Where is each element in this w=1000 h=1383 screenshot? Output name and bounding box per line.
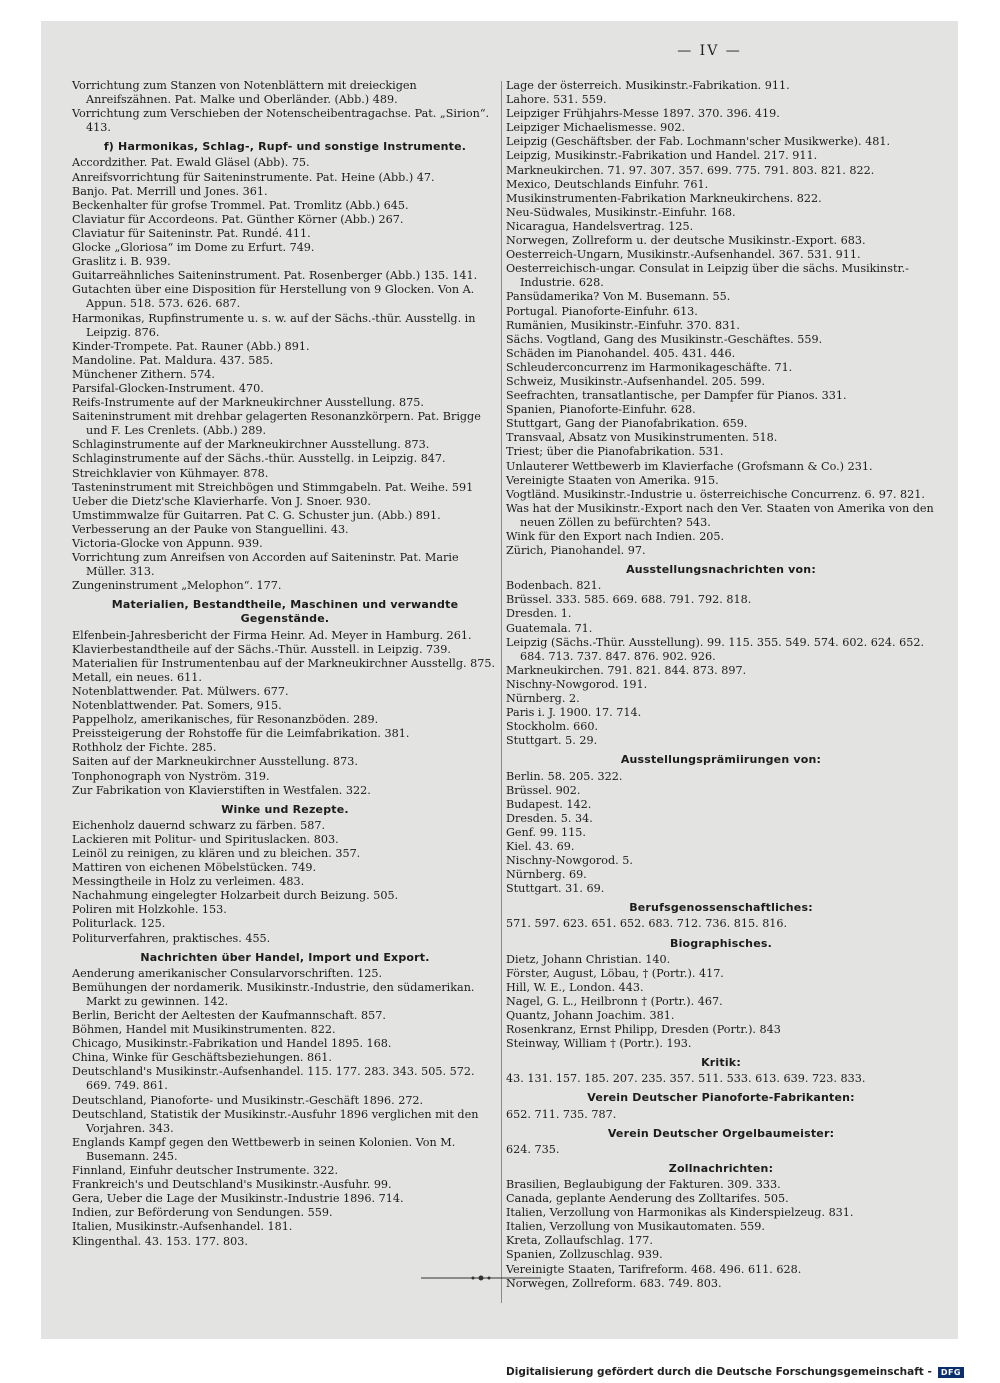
index-entry: Italien, Musikinstr.-Aufsenhandel. 181. [72, 1220, 293, 1234]
index-entry: Portugal. Pianoforte-Einfuhr. 613. [506, 304, 698, 318]
left-column [72, 79, 498, 1249]
index-entry: Schlaginstrumente auf der Sächs.-thür. Ausstellg. in Leipzig. 847. [72, 452, 446, 466]
index-entry: Rosenkranz, Ernst Philipp, Dresden (Portr.). 843 [506, 1023, 781, 1037]
index-entry: Unlauterer Wettbewerb im Klavierfache (Grofsmann & Co.) 231. [506, 459, 873, 473]
section-heading: Berufsgenossenschaftliches: [629, 901, 813, 915]
section-heading: Winke und Rezepte. [221, 802, 349, 816]
index-entry: Transvaal, Absatz von Musikinstrumenten. 518. [506, 431, 778, 445]
index-entry: Sächs. Vogtland, Gang des Musikinstr.-Geschäftes. 559. [506, 332, 823, 346]
index-entry: Norwegen, Zollreform. 683. 749. 803. [506, 1276, 722, 1290]
index-entry: Nagel, G. L., Heilbronn † (Portr.). 467. [506, 994, 723, 1008]
index-entry: Vereinigte Staaten, Tarifreform. 468. 496. 611. 628. [506, 1262, 802, 1276]
index-entry: Dresden. 5. 34. [506, 811, 593, 825]
index-entry: Bemühungen der nordamerik. Musikinstr.-Industrie, den südamerikan. Markt zu gewinnen. 142. [72, 980, 475, 1008]
section-heading: Ausstellungsprämiirungen von: [620, 753, 822, 767]
index-entry: Schlaginstrumente auf der Markneukirchner Ausstellung. 873. [72, 438, 430, 452]
index-entry: Chicago, Musikinstr.-Fabrikation und Handel 1895. 168. [72, 1037, 392, 1051]
index-entry: Norwegen, Zollreform u. der deutsche Musikinstr.-Export. 683. [506, 234, 866, 248]
index-entry: Vorrichtung zum Stanzen von Notenblättern mit dreieckigen Anreifszähnen. Pat. Malke und Oberländer. (Abb.) 489. [72, 79, 417, 107]
index-entry: Glocke „Gloriosa“ im Dome zu Erfurt. 749. [72, 241, 315, 255]
index-entry: Oesterreichisch-ungar. Consulat in Leipzig über die sächs. Musikinstr.-Industrie. 628. [506, 262, 909, 290]
index-entry: Schleuderconcurrenz im Harmonikageschäfte. 71. [506, 360, 793, 374]
index-entry: Vorrichtung zum Verschieben der Notenscheibentragachse. Pat. „Sirion“. 413. [72, 107, 490, 135]
index-entry: Poliren mit Holzkohle. 153. [72, 903, 227, 917]
index-entry: Förster, August, Löbau, † (Portr.). 417. [506, 966, 724, 980]
index-entry: 652. 711. 735. 787. [506, 1107, 617, 1121]
index-entry: Parsifal-Glocken-Instrument. 470. [72, 381, 264, 395]
index-entry: Zungeninstrument „Melophon“. 177. [72, 579, 282, 593]
index-entry: Wink für den Export nach Indien. 205. [506, 530, 725, 543]
index-entry: Bodenbach. 821. [506, 579, 602, 593]
index-entry: Saiten auf der Markneukirchner Ausstellung. 873. [72, 755, 358, 769]
index-entry: Pappelholz, amerikanisches, für Resonanzböden. 289. [72, 713, 379, 727]
index-entry: Eichenholz dauernd schwarz zu färben. 587. [72, 818, 326, 832]
index-entry: Kreta, Zollaufschlag. 177. [506, 1234, 653, 1248]
right-column [506, 79, 936, 1291]
index-entry: Leipzig, Musikinstr.-Fabrikation und Handel. 217. 911. [506, 149, 818, 163]
index-entry: China, Winke für Geschäftsbeziehungen. 861. [72, 1051, 332, 1065]
section-heading: Biographisches. [670, 936, 772, 950]
index-entry: Streichklavier von Kühmayer. 878. [72, 466, 269, 480]
scanned-page [41, 21, 958, 1339]
index-entry: Leipziger Michaelismesse. 902. [506, 121, 685, 135]
index-entry: Vereinigte Staaten von Amerika. 915. [506, 473, 719, 487]
index-entry: Politurlack. 125. [72, 917, 166, 931]
index-entry: Markneukirchen. 791. 821. 844. 873. 897. [506, 663, 747, 677]
index-entry: Kiel. 43. 69. [506, 839, 575, 853]
index-entry: Quantz, Johann Joachim. 381. [506, 1009, 675, 1022]
index-entry: Deutschland's Musikinstr.-Aufsenhandel. 115. 177. 283. 343. 505. 572. 669. 749. 861. [72, 1065, 475, 1093]
index-entry: Notenblattwender. Pat. Somers, 915. [72, 699, 282, 713]
index-entry: Leipzig (Sächs.-Thür. Ausstellung). 99. 115. 355. 549. 574. 602. 624. 652. 684. 713. 737. 847. 876. 902. 926. [506, 635, 925, 663]
section-heading: Kritik: [701, 1056, 741, 1070]
index-entry: Lackieren mit Politur- und Spirituslacken. 803. [72, 832, 339, 846]
index-entry: 571. 597. 623. 651. 652. 683. 712. 736. 815. 816. [506, 917, 788, 931]
section-heading: Nachrichten über Handel, Import und Export. [140, 950, 430, 964]
index-entry: Canada, geplante Aenderung des Zolltarifes. 505. [506, 1192, 789, 1206]
index-entry: Berlin. 58. 205. 322. [506, 769, 623, 783]
index-entry: Aenderung amerikanischer Consularvorschriften. 125. [72, 966, 383, 980]
index-entry: Genf. 99. 115. [506, 825, 586, 839]
index-entry: Claviatur für Saiteninstr. Pat. Rundé. 411. [72, 226, 311, 240]
index-entry: Leipziger Frühjahrs-Messe 1897. 370. 396. 419. [506, 107, 780, 121]
index-entry: Vogtländ. Musikinstr.-Industrie u. österreichische Concurrenz. 6. 97. 821. [506, 487, 925, 501]
end-ornament [421, 1273, 541, 1283]
index-entry: Englands Kampf gegen den Wettbewerb in seinen Kolonien. Von M. Busemann. 245. [72, 1135, 456, 1163]
index-entry: Messingtheile in Holz zu verleimen. 483. [72, 875, 305, 889]
index-entry: Budapest. 142. [506, 797, 592, 811]
index-entry: Victoria-Glocke von Appunn. 939. [72, 537, 263, 550]
section-heading: Verein Deutscher Pianoforte-Fabrikanten: [587, 1091, 855, 1105]
index-entry: Brasilien, Beglaubigung der Fakturen. 309. 333. [506, 1177, 781, 1191]
index-entry: Stockholm. 660. [506, 720, 599, 734]
index-entry: Nürnberg. 2. [506, 692, 580, 706]
index-entry: Rumänien, Musikinstr.-Einfuhr. 370. 831. [506, 318, 740, 332]
index-entry: 624. 735. [506, 1142, 560, 1156]
index-entry: Leipzig (Geschäftsber. der Fab. Lochmann'scher Musikwerke). 481. [506, 135, 891, 149]
index-entry: Berlin, Bericht der Aeltesten der Kaufmannschaft. 857. [72, 1009, 386, 1022]
index-entry: Böhmen, Handel mit Musikinstrumenten. 822. [72, 1023, 336, 1037]
index-entry: Nürnberg. 69. [506, 868, 587, 882]
index-entry: Deutschland, Pianoforte- und Musikinstr.-Geschäft 1896. 272. [72, 1093, 424, 1107]
index-entry: Lage der österreich. Musikinstr.-Fabrikation. 911. [506, 79, 790, 92]
index-entry: Preissteigerung der Rohstoffe für die Leimfabrikation. 381. [72, 727, 410, 741]
index-entry: Italien, Verzollung von Musikautomaten. 559. [506, 1220, 765, 1234]
index-entry: Lahore. 531. 559. [506, 93, 607, 107]
index-entry: Spanien, Pianoforte-Einfuhr. 628. [506, 403, 696, 417]
index-entry: Seefrachten, transatlantische, per Dampfer für Pianos. 331. [506, 389, 847, 403]
index-entry: Dietz, Johann Christian. 140. [506, 952, 671, 966]
footer-text: Digitalisierung gefördert durch die Deutsche Forschungsgemeinschaft - [506, 1366, 932, 1378]
index-entry: Brüssel. 902. [506, 783, 581, 797]
index-entry: Mexico, Deutschlands Einfuhr. 761. [506, 177, 709, 191]
index-entry: Materialien für Instrumentenbau auf der Markneukirchner Ausstellg. 875. [72, 656, 496, 670]
index-entry: Nischny-Nowgorod. 5. [506, 854, 633, 868]
index-entry: Umstimmwalze für Guitarren. Pat C. G. Schuster jun. (Abb.) 891. [72, 508, 441, 522]
index-entry: Spanien, Zollzuschlag. 939. [506, 1248, 663, 1262]
index-entry: Mattiren von eichenen Möbelstücken. 749. [72, 861, 317, 875]
index-entry: Deutschland, Statistik der Musikinstr.-Ausfuhr 1896 verglichen mit den Vorjahren. 343. [72, 1107, 479, 1135]
column-divider [501, 81, 502, 1303]
index-entry: Triest; über die Pianofabrikation. 531. [506, 445, 724, 459]
index-entry: Zürich, Pianohandel. 97. [506, 544, 646, 558]
index-entry: Banjo. Pat. Merrill und Jones. 361. [72, 184, 268, 198]
section-heading: f) Harmonikas, Schlag-, Rupf- und sonstige Instrumente. [103, 140, 467, 154]
index-entry: Nischny-Nowgorod. 191. [506, 677, 648, 691]
index-entry: Gera, Ueber die Lage der Musikinstr.-Industrie 1896. 714. [72, 1192, 404, 1206]
section-heading: Verein Deutscher Orgelbaumeister: [607, 1126, 835, 1140]
index-entry: Accordzither. Pat. Ewald Gläsel (Abb). 75. [72, 156, 310, 170]
index-entry: Mandoline. Pat. Maldura. 437. 585. [72, 353, 274, 367]
index-entry: Tonphonograph von Nyström. 319. [72, 769, 270, 783]
index-entry: Finnland, Einfuhr deutscher Instrumente. 322. [72, 1164, 339, 1178]
index-entry: Dresden. 1. [506, 607, 572, 621]
index-entry: Kinder-Trompete. Pat. Rauner (Abb.) 891. [72, 339, 310, 353]
index-entry: Politurverfahren, praktisches. 455. [72, 931, 271, 945]
index-entry: Claviatur für Accordeons. Pat. Günther Körner (Abb.) 267. [72, 212, 404, 226]
index-entry: Klingenthal. 43. 153. 177. 803. [72, 1234, 248, 1248]
index-entry: Steinway, William † (Portr.). 193. [506, 1037, 692, 1051]
index-entry: Stuttgart. 5. 29. [506, 734, 598, 748]
index-entry: Zur Fabrikation von Klavierstiften in Westfalen. 322. [72, 783, 371, 797]
index-entry: Paris i. J. 1900. 17. 714. [506, 706, 642, 720]
index-entry: Brüssel. 333. 585. 669. 688. 791. 792. 818. [506, 593, 752, 607]
index-entry: Ueber die Dietz'sche Klavierharfe. Von J. Snoer. 930. [72, 494, 371, 508]
index-entry: Markneukirchen. 71. 97. 307. 357. 699. 775. 791. 803. 821. 822. [506, 163, 875, 177]
index-entry: Gutachten über eine Disposition für Herstellung von 9 Glocken. Von A. Appun. 518. 573. 626. 687. [72, 283, 475, 311]
index-entry: Tasteninstrument mit Streichbögen und Stimmgabeln. Pat. Weihe. 591 [72, 480, 474, 494]
index-entry: Notenblattwender. Pat. Mülwers. 677. [72, 684, 289, 698]
index-entry: Metall, ein neues. 611. [72, 670, 202, 684]
index-entry: Klavierbestandtheile auf der Sächs.-Thür. Ausstell. in Leipzig. 739. [72, 642, 451, 656]
index-entry: Anreifsvorrichtung für Saiteninstrumente. Pat. Heine (Abb.) 47. [72, 170, 435, 184]
index-entry: 43. 131. 157. 185. 207. 235. 357. 511. 533. 613. 639. 723. 833. [506, 1072, 866, 1086]
index-entry: Was hat der Musikinstr.-Export nach den Ver. Staaten von Amerika von den neuen Zöllen zu befürchten? 543. [506, 501, 934, 529]
index-entry: Stuttgart. 31. 69. [506, 882, 605, 896]
section-heading: Ausstellungsnachrichten von: [626, 563, 816, 577]
index-entry: Musikinstrumenten-Fabrikation Markneukirchens. 822. [506, 191, 822, 205]
dfg-logo: DFG [938, 1367, 964, 1378]
index-entry: Graslitz i. B. 939. [72, 255, 171, 269]
index-entry: Rothholz der Fichte. 285. [72, 741, 217, 755]
index-entry: Harmonikas, Rupfinstrumente u. s. w. auf der Sächs.-thür. Ausstellg. in Leipzig. 876. [72, 311, 476, 339]
index-entry: Frankreich's und Deutschland's Musikinstr.-Ausfuhr. 99. [72, 1178, 392, 1192]
index-entry: Reifs-Instrumente auf der Markneukirchner Ausstellung. 875. [72, 396, 424, 410]
section-heading: Zollnachrichten: [668, 1161, 774, 1175]
index-entry: Oesterreich-Ungarn, Musikinstr.-Aufsenhandel. 367. 531. 911. [506, 248, 861, 262]
index-entry: Italien, Verzollung von Harmonikas als Kinderspielzeug. 831. [506, 1206, 854, 1220]
index-entry: Stuttgart, Gang der Pianofabrikation. 659. [506, 417, 748, 431]
index-entry: Beckenhalter für grofse Trommel. Pat. Tromlitz (Abb.) 645. [72, 198, 409, 212]
index-entry: Hill, W. E., London. 443. [506, 980, 644, 994]
index-entry: Pansüdamerika? Von M. Busemann. 55. [506, 290, 731, 304]
index-entry: Elfenbein-Jahresbericht der Firma Heinr. Ad. Meyer in Hamburg. 261. [72, 628, 472, 642]
digitization-footer [506, 1366, 964, 1378]
section-heading: Materialien, Bestandtheile, Maschinen und verwandte Gegenstände. [111, 598, 459, 626]
index-entry: Schweiz, Musikinstr.-Aufsenhandel. 205. 599. [506, 374, 766, 388]
index-entry: Saiteninstrument mit drehbar gelagerten Resonanzkörpern. Pat. Brigge und F. Les Crenlets. (Abb.) 289. [72, 410, 481, 438]
page-number: — IV — [677, 43, 742, 59]
index-entry: Guatemala. 71. [506, 621, 593, 635]
index-entry: Münchener Zithern. 574. [72, 367, 215, 381]
index-entry: Schäden im Pianohandel. 405. 431. 446. [506, 346, 736, 360]
index-entry: Vorrichtung zum Anreifsen von Accorden auf Saiteninstr. Pat. Marie Müller. 313. [72, 551, 459, 579]
index-entry: Indien, zur Beförderung von Sendungen. 559. [72, 1206, 333, 1220]
index-entry: Neu-Südwales, Musikinstr.-Einfuhr. 168. [506, 205, 736, 219]
index-entry: Nachahmung eingelegter Holzarbeit durch Beizung. 505. [72, 889, 399, 903]
index-entry: Nicaragua, Handelsvertrag. 125. [506, 219, 694, 233]
index-entry: Leinöl zu reinigen, zu klären und zu bleichen. 357. [72, 846, 361, 860]
index-entry: Verbesserung an der Pauke von Stanguellini. 43. [72, 522, 349, 536]
index-entry: Guitarreähnliches Saiteninstrument. Pat. Rosenberger (Abb.) 135. 141. [72, 269, 478, 283]
